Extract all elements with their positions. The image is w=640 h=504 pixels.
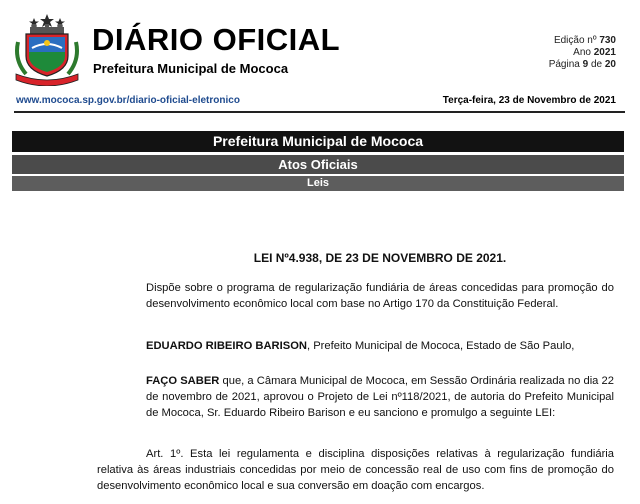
law-title: LEI Nº4.938, DE 23 DE NOVEMBRO DE 2021. — [253, 251, 507, 265]
law-summary: Dispõe sobre o programa de regularização fundiária de áreas concedidas para promoção do desenvolvimento econômico local com base no Artigo 170 da Constituição Federal. — [146, 282, 614, 310]
edition-info — [549, 35, 616, 71]
gazette-subtitle: Prefeitura Municipal de Mococa — [93, 61, 289, 76]
municipal-crest-icon — [12, 12, 82, 86]
mayor-paragraph — [146, 338, 614, 354]
section-bar-prefeitura: Prefeitura Municipal de Mococa — [12, 131, 624, 152]
gazette-title: DIÁRIO OFICIAL — [92, 22, 341, 57]
gazette-header — [0, 0, 640, 92]
decree-text: que, a Câmara Municipal de Mococa, em Sessão Ordinária realizada no dia 22 de novembro de 2021, aprovou o Projeto de Lei nº118/2021, de autoria do Prefeito Municipal de Mococa, Sr. Eduardo Ribeiro Barison e eu sanciono e promulgo a seguinte LEI: — [146, 375, 614, 419]
section-bar-leis: Leis — [12, 176, 624, 191]
section-bar-atos-oficiais: Atos Oficiais — [12, 155, 624, 174]
page-line: Página 9 de 20 — [548, 59, 616, 70]
edition-line: Edição nº 730 — [553, 35, 616, 46]
article-1: Art. 1º. Esta lei regulamenta e disciplina disposições relativas à regularização fundiária relativa às áreas industriais concedidas por meio de concessão real de uso com fins de promoção do desenvolvimento econômico local e sua conversão em doação com encargos. — [97, 448, 614, 492]
decree-lead: FAÇO SABER — [146, 375, 220, 387]
mayor-text: , Prefeito Municipal de Mococa, Estado de São Paulo, — [306, 340, 575, 352]
mayor-name: EDUARDO RIBEIRO BARISON — [146, 340, 307, 352]
year-line: Ano 2021 — [573, 47, 616, 58]
publication-date: Terça-feira, 23 de Novembro de 2021 — [442, 95, 616, 106]
decree-paragraph — [146, 373, 614, 421]
header-divider — [14, 111, 625, 113]
gazette-url-link[interactable]: www.mococa.sp.gov.br/diario-oficial-eletronico — [16, 95, 240, 106]
